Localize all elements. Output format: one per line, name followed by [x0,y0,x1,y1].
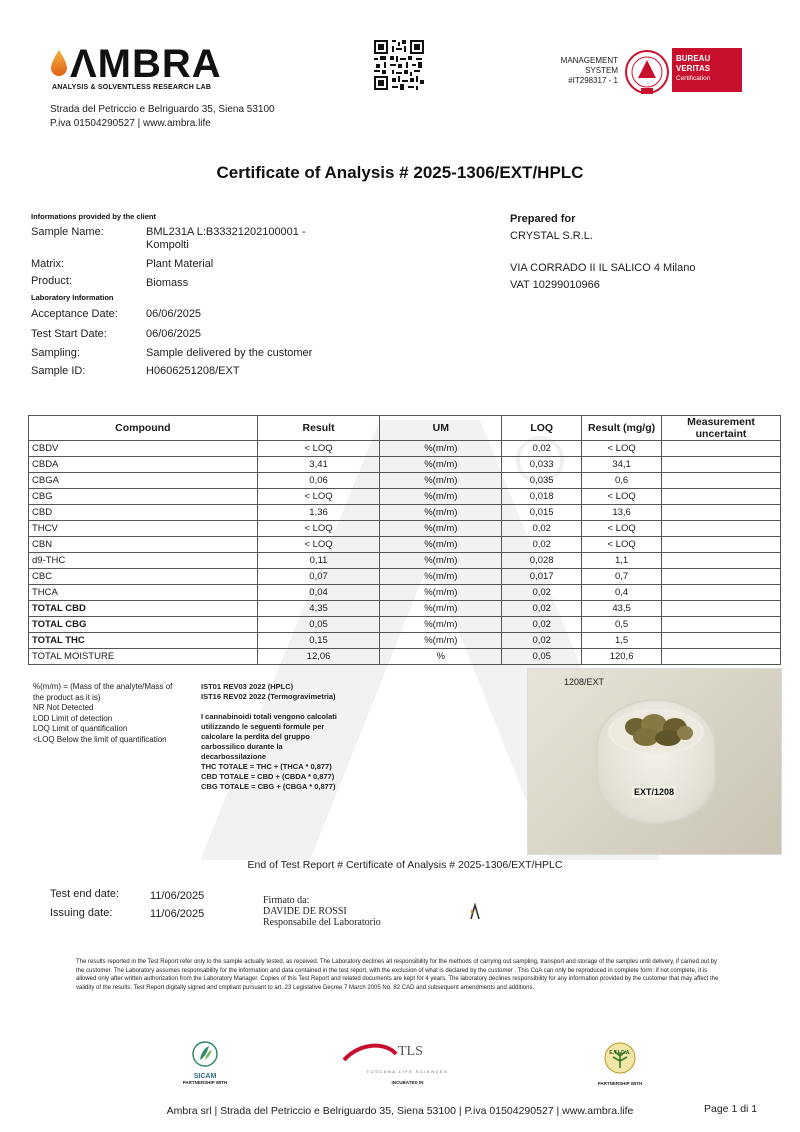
sample-id-label: Sample ID: [31,365,86,377]
method-notes [201,682,371,792]
vat-web-line: P.iva 01504290527 | www.ambra.life [50,118,211,129]
ambra-logo [50,44,222,84]
header-result: Result [257,416,380,441]
result-cell: 0,07 [257,569,380,585]
loq-cell: 0,02 [502,617,582,633]
uncertainty-cell [662,601,781,617]
result-cell: 1,36 [257,505,380,521]
um-cell: %(m/m) [380,601,502,617]
compound-cell: CBDA [29,457,258,473]
result-mg-cell: 0,5 [582,617,662,633]
jar-tag: EXT/1208 [634,787,675,797]
compound-cell: CBDV [29,441,258,457]
loq-cell: 0,035 [502,473,582,489]
legend-line: the product as it is) [33,692,101,702]
loq-cell: 0,02 [502,441,582,457]
table-header-row [29,416,781,441]
legend-line: LOD Limit of detection [33,713,113,723]
acceptance-date-label: Acceptance Date: [31,308,118,320]
header-loq: LOQ [502,416,582,441]
result-cell: 0,06 [257,473,380,489]
result-cell: < LOQ [257,537,380,553]
uncertainty-cell [662,537,781,553]
partner-sicam [175,1040,235,1085]
certificate-title: Certificate of Analysis # 2025-1306/EXT/HPLC [216,163,584,182]
compound-cell: CBGA [29,473,258,489]
header-compound: Compound [29,416,258,441]
table-row [29,537,781,553]
result-mg-cell: < LOQ [582,537,662,553]
management-system [540,56,618,86]
tls-name: TLS [398,1044,423,1059]
logo-subtitle: ANALYSIS & SOLVENTLESS RESEARCH LAB [52,84,212,91]
um-cell: %(m/m) [380,473,502,489]
result-mg-cell: 0,4 [582,585,662,601]
matrix-value: Plant Material [146,258,214,270]
note-line: IST16 REV02 2022 (Termogravimetria) [201,692,336,701]
etica-logo-icon [590,1040,650,1076]
test-end-date-label: Test end date: [50,888,120,900]
sample-photo [527,668,782,855]
table-row [29,441,781,457]
uncertainty-cell [662,569,781,585]
client-vat: VAT 10299010966 [510,279,600,291]
result-cell: 4,35 [257,601,380,617]
issuing-date-label: Issuing date: [50,907,113,919]
result-mg-cell: 34,1 [582,457,662,473]
table-row [29,473,781,489]
table-row [29,617,781,633]
mgmt-line-1: MANAGEMENT [560,56,618,65]
ambra-mark-icon [469,903,481,919]
sampling-label: Sampling: [31,347,80,359]
bv-subtitle: Certification [676,75,711,82]
uncertainty-cell [662,553,781,569]
product-label: Product: [31,275,72,287]
header-uncertainty: Measurement uncertaint [662,416,781,441]
table-row [29,569,781,585]
results-table [28,415,781,665]
bureau-veritas-seal-icon [624,44,670,100]
loq-cell: 0,02 [502,601,582,617]
etica-name: E.T.I.C.A. [609,1050,631,1056]
jar-rim [608,709,704,755]
table-row [29,585,781,601]
test-start-date-value: 06/06/2025 [146,328,202,340]
compound-cell: TOTAL CBD [29,601,258,617]
um-cell: %(m/m) [380,441,502,457]
lab-section-label: Laboratory Information [31,293,114,302]
compound-cell: TOTAL THC [29,633,258,649]
sample-name-label: Sample Name: [31,226,104,238]
uncertainty-cell [662,521,781,537]
end-of-report: End of Test Report # Certificate of Analysis # 2025-1306/EXT/HPLC [247,859,563,871]
loq-cell: 0,028 [502,553,582,569]
uncertainty-cell [662,441,781,457]
page-number: Page 1 di 1 [704,1103,758,1115]
table-row [29,649,781,665]
uncertainty-cell [662,489,781,505]
compound-cell: CBN [29,537,258,553]
results-body [29,441,781,665]
compound-cell: TOTAL CBG [29,617,258,633]
table-row [29,633,781,649]
sample-name-value [146,226,306,252]
result-cell: 0,11 [257,553,380,569]
sample-name-line-2: Kompolti [146,239,189,251]
legend-line: <LOQ Below the limit of quantification [33,734,167,744]
um-cell: %(m/m) [380,569,502,585]
result-mg-cell: 43,5 [582,601,662,617]
table-row [29,457,781,473]
qr-code[interactable] [374,40,424,90]
uncertainty-cell [662,649,781,665]
result-mg-cell: 1,1 [582,553,662,569]
loq-cell: 0,033 [502,457,582,473]
product-value: Biomass [146,277,189,289]
um-cell: %(m/m) [380,457,502,473]
result-cell: 0,04 [257,585,380,601]
uncertainty-cell [662,585,781,601]
bureau-veritas-badge [672,48,742,92]
partner-etica [590,1040,650,1086]
photo-label: 1208/EXT [564,677,605,687]
sampling-value: Sample delivered by the customer [146,347,313,359]
loq-cell: 0,02 [502,537,582,553]
mgmt-line-2: SYSTEM [585,66,618,75]
result-mg-cell: 0,7 [582,569,662,585]
legend-line: LOQ Limit of quantification [33,724,128,733]
test-start-date-label: Test Start Date: [31,328,107,340]
test-end-date-value: 11/06/2025 [150,890,205,902]
loq-cell: 0,05 [502,649,582,665]
sicam-logo-icon [175,1040,235,1076]
result-cell: 0,05 [257,617,380,633]
signer-role: Responsabile del Laboratorio [263,917,381,928]
legend-line: %(m/m) = (Mass of the analyte/Mass of [33,682,173,691]
result-mg-cell: 120,6 [582,649,662,665]
result-cell: < LOQ [257,441,380,457]
header-result-mg: Result (mg/g) [582,416,662,441]
note-line: carbossilico durante la [201,742,283,751]
sample-name-line-1: BML231A L:B33321202100001 - [146,226,306,238]
result-cell: < LOQ [257,521,380,537]
result-mg-cell: < LOQ [582,489,662,505]
uncertainty-cell [662,505,781,521]
result-cell: < LOQ [257,489,380,505]
matrix-label: Matrix: [31,258,64,270]
loq-cell: 0,017 [502,569,582,585]
sicam-caption: PARTNERSHIP WITH [182,1080,228,1085]
sicam-name: SICAM [193,1073,217,1080]
um-cell: %(m/m) [380,553,502,569]
note-line: CBG TOTALE = CBG + (CBGA * 0,877) [201,782,336,791]
result-mg-cell: < LOQ [582,441,662,457]
um-cell: %(m/m) [380,521,502,537]
uncertainty-cell [662,633,781,649]
uncertainty-cell [662,457,781,473]
address-line: Strada del Petriccio e Belriguardo 35, Siena 53100 [50,104,275,115]
um-cell: %(m/m) [380,585,502,601]
result-cell: 0,15 [257,633,380,649]
sample-id-value: H0606251208/EXT [146,365,240,377]
table-row [29,601,781,617]
um-cell: %(m/m) [380,617,502,633]
lab-address [50,103,275,131]
table-row [29,489,781,505]
prepared-for-title: Prepared for [510,213,576,225]
result-mg-cell: < LOQ [582,521,662,537]
result-mg-cell: 0,6 [582,473,662,489]
um-cell: %(m/m) [380,633,502,649]
sample-jar [596,699,716,824]
result-cell: 12,06 [257,649,380,665]
um-cell: % [380,649,502,665]
tls-caption: INCUBATED IN [391,1080,424,1085]
uncertainty-cell [662,617,781,633]
uncertainty-cell [662,473,781,489]
bv-title: BUREAU VERITAS [676,54,711,73]
legend-line: NR Not Detected [33,703,94,712]
drop-icon [50,50,68,78]
signed-by-label: Firmato da: [263,895,310,906]
acceptance-date-value: 06/06/2025 [146,308,202,320]
client-section-label: Informations provided by the client [31,212,157,221]
compound-cell: TOTAL MOISTURE [29,649,258,665]
result-mg-cell: 1,5 [582,633,662,649]
logo-text: ΛMBRA [70,42,222,86]
note-line: calcolare la perdita del gruppo [201,732,310,741]
note-line: I cannabinoidi totali vengono calcolati [201,712,337,721]
note-line: CBD TOTALE = CBD + (CBDA * 0,877) [201,772,335,781]
page-footer: Ambra srl | Strada del Petriccio e Belriguardo 35, Siena 53100 | P.iva 01504290527 | www.ambra.life [166,1105,634,1117]
compound-cell: CBC [29,569,258,585]
compound-cell: THCA [29,585,258,601]
loq-cell: 0,018 [502,489,582,505]
table-row [29,505,781,521]
digital-signature [263,895,381,928]
table-row [29,553,781,569]
units-legend [33,682,193,745]
loq-cell: 0,02 [502,633,582,649]
compound-cell: d9-THC [29,553,258,569]
tls-subtitle: TOSCANA LIFE SCIENCES [366,1069,449,1074]
um-cell: %(m/m) [380,489,502,505]
note-line: decarbossilazione [201,752,267,761]
compound-cell: CBD [29,505,258,521]
partner-tls [340,1040,475,1085]
loq-cell: 0,015 [502,505,582,521]
header-um: UM [380,416,502,441]
legal-disclaimer: The results reported in the Test Report refer only to the sample actually tested, as received. The Laboratory declines all responsibility for the methods of carrying out sampling, transport and storage of the samples until delivery, if carried out by the customer. The Laboratory assumes responsability for the information and data contained in the test report, with the exclusion of what is declared by the customer . This CoA can only be reproduced in complete form: if not complete, it is allowed only after written authorization from the Laboratory Manager. Copies of this Test Report and related documents are kept for 4 years. The laboratory declines responsibility for any information provided by the customer that may affect the validity of the results. Test Report digitally signed and cmpliant pursuant to art. 23 Legislative Decree 7 March 2005 No. 82 CAD and subsequent amendments and additions. [76,959,719,991]
compound-cell: THCV [29,521,258,537]
client-address: VIA CORRADO II IL SALICO 4 Milano [510,262,696,274]
loq-cell: 0,02 [502,585,582,601]
um-cell: %(m/m) [380,537,502,553]
etica-caption: PARTNERSHIP WITH [597,1081,643,1086]
compound-cell: CBG [29,489,258,505]
signer-name: DAVIDE DE ROSSI [263,906,347,917]
um-cell: %(m/m) [380,505,502,521]
issuing-date-value: 11/06/2025 [150,908,205,920]
result-cell: 3,41 [257,457,380,473]
mgmt-line-3: #IT298317 - 1 [568,76,618,85]
loq-cell: 0,02 [502,521,582,537]
note-line: THC TOTALE = THC + (THCA * 0,877) [201,762,332,771]
result-mg-cell: 13,6 [582,505,662,521]
client-company: CRYSTAL S.R.L. [510,230,593,242]
note-line: utilizzando le seguenti formule per [201,722,325,731]
table-row [29,521,781,537]
note-line: IST01 REV03 2022 (HPLC) [201,682,294,691]
